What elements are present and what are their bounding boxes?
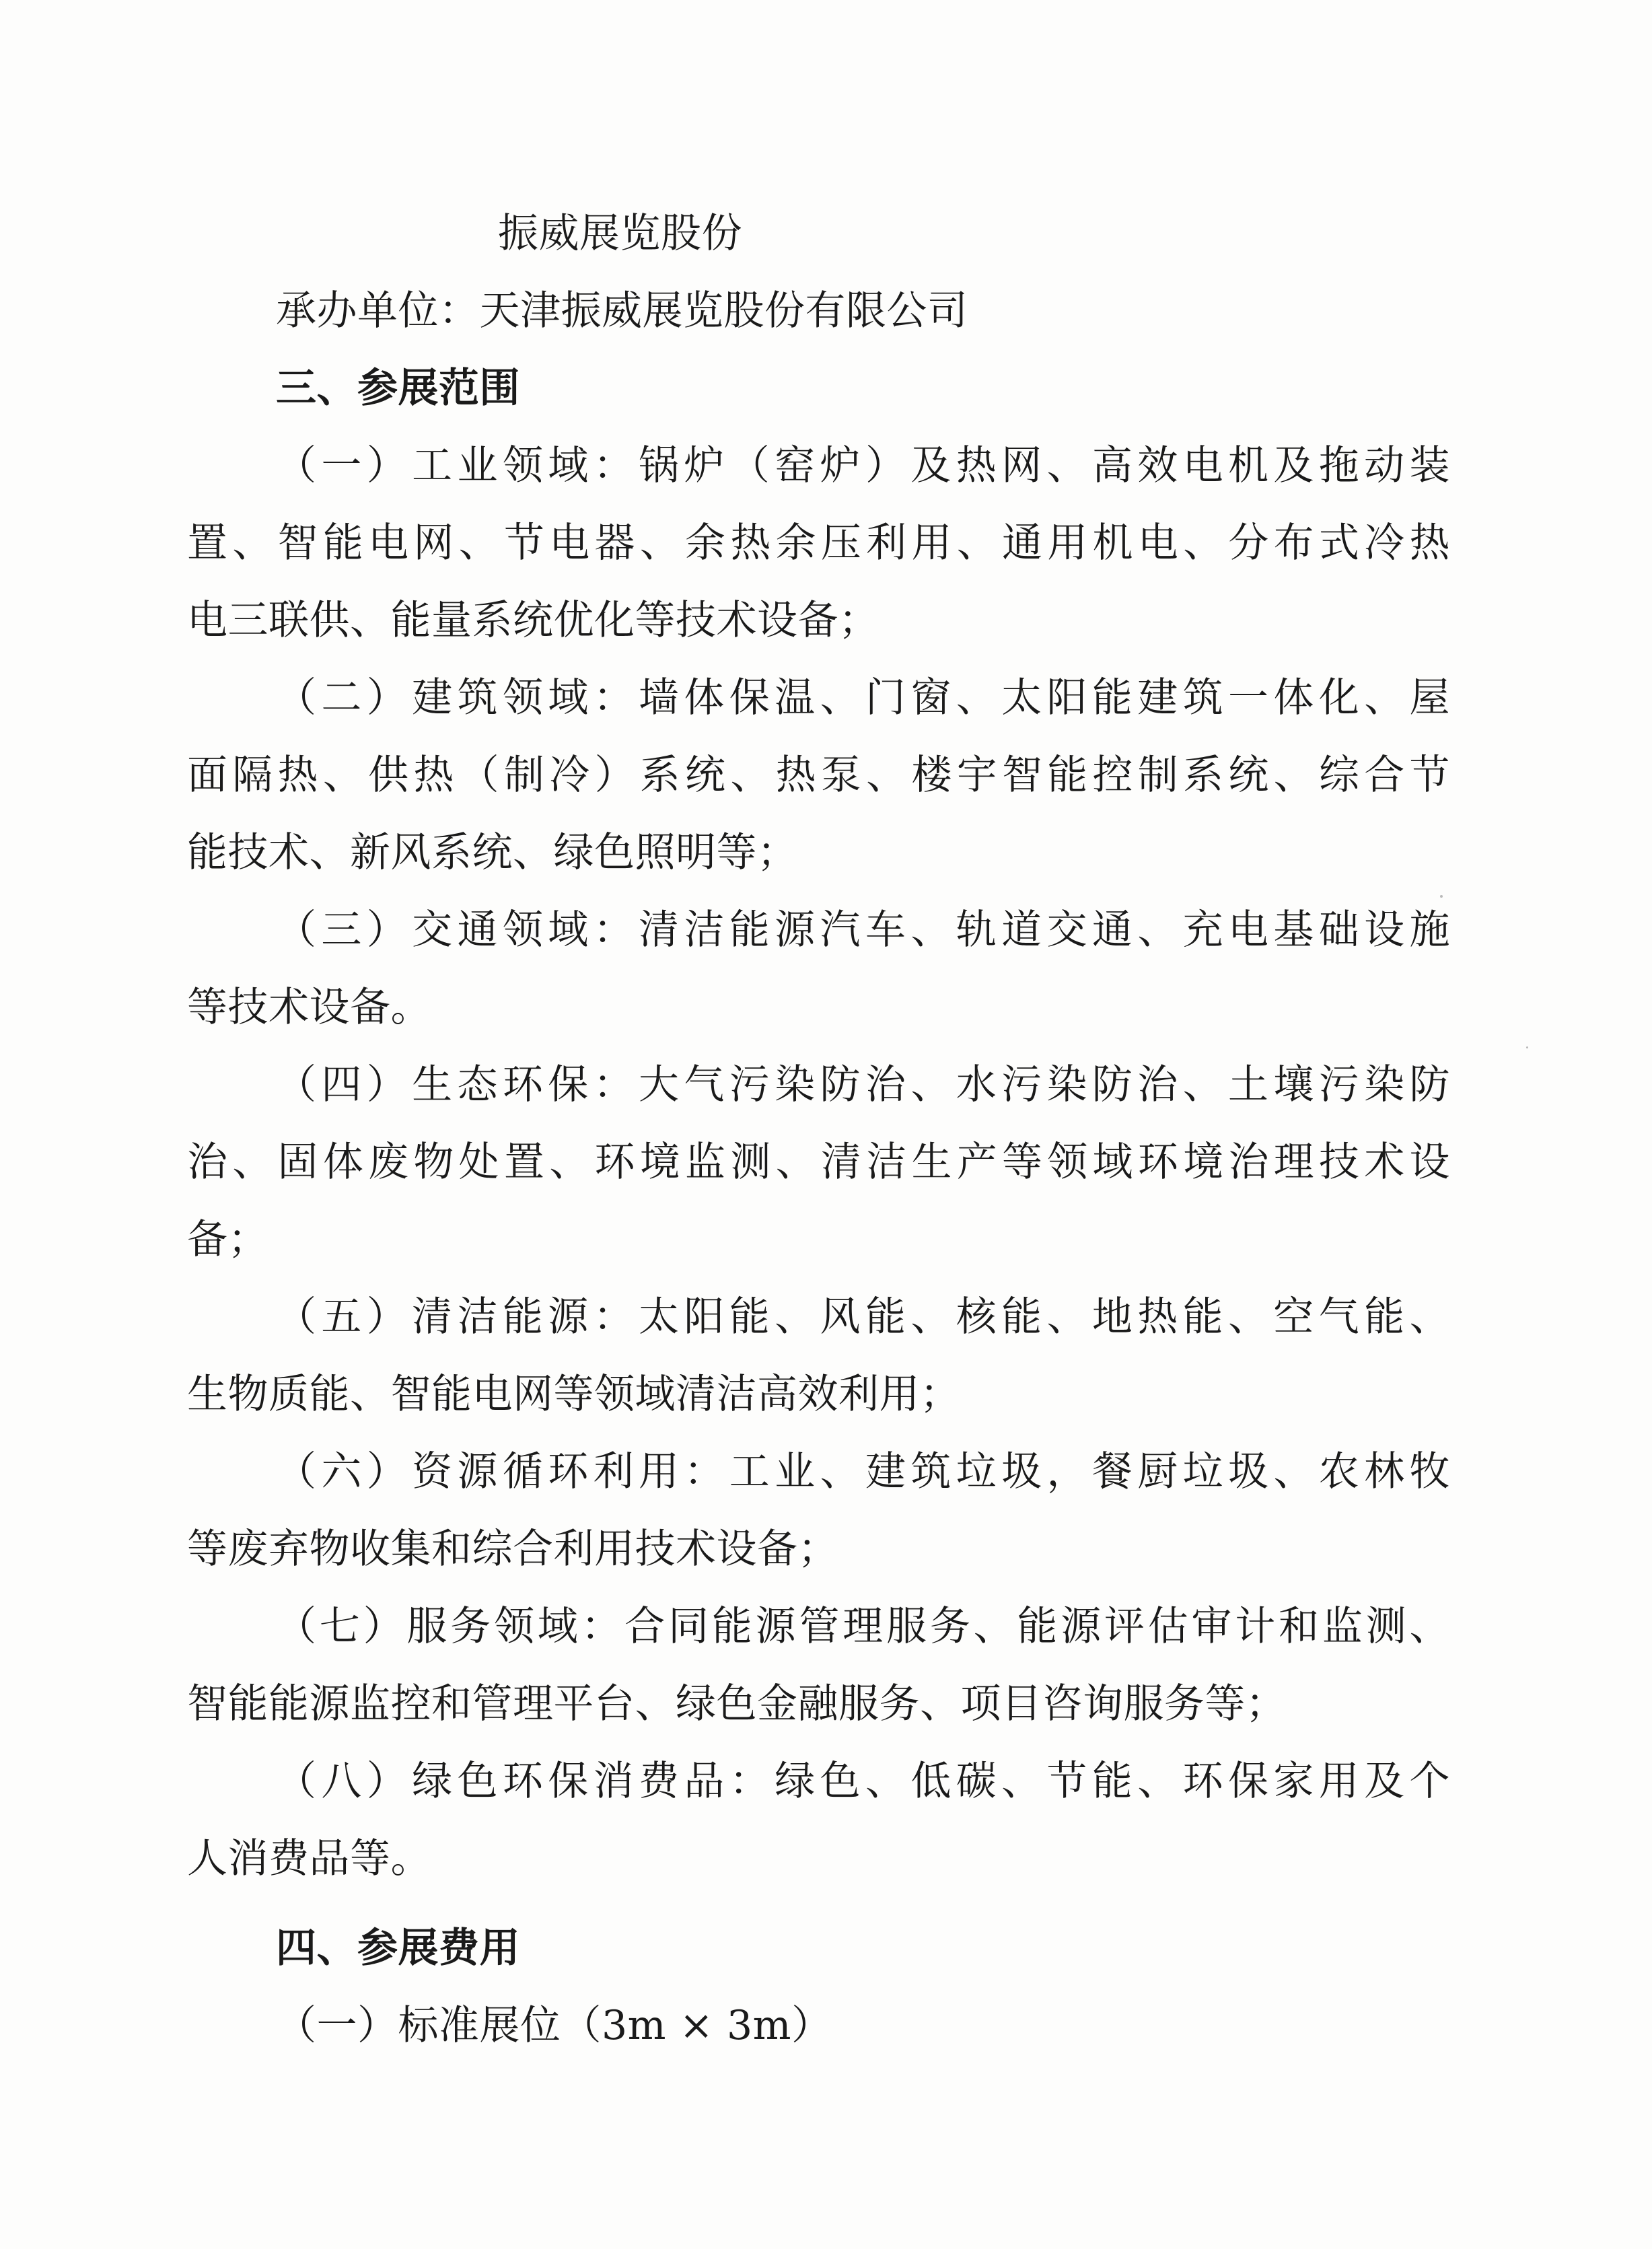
paragraph-line: 人消费品等。 (187, 1835, 431, 1882)
paragraph-line: （一）标准展位（3m × 3m） (276, 2002, 832, 2049)
scan-speck (1440, 895, 1443, 898)
paragraph-line: 置、智能电网、节电器、余热余压利用、通用机电、分布式冷热 (187, 520, 1450, 567)
paragraph-line: 能技术、新风系统、绿色照明等； (187, 829, 798, 876)
paragraph-line: （五）清洁能源：太阳能、风能、核能、地热能、空气能、 (276, 1293, 1450, 1341)
paragraph-line: 等技术设备。 (187, 984, 431, 1031)
paragraph-line: （六）资源循环利用：工业、建筑垃圾，餐厨垃圾、农林牧 (276, 1448, 1450, 1495)
paragraph-line: （七）服务领域：合同能源管理服务、能源评估审计和监测、 (276, 1603, 1450, 1650)
paragraph-line: （二）建筑领域：墙体保温、门窗、太阳能建筑一体化、屋 (276, 674, 1450, 721)
paragraph-line: （四）生态环保：大气污染防治、水污染防治、土壤污染防 (276, 1061, 1450, 1108)
paragraph-line: （八）绿色环保消费品：绿色、低碳、节能、环保家用及个 (276, 1758, 1450, 1805)
section-heading-fees: 四、参展费用 (276, 1925, 520, 1972)
section-heading-scope: 三、参展范围 (276, 365, 520, 412)
paragraph-line: 等废弃物收集和综合利用技术设备； (187, 1526, 838, 1573)
paragraph-line: （三）交通领域：清洁能源汽车、轨道交通、充电基础设施 (276, 906, 1450, 954)
paragraph-line: 面隔热、供热（制冷）系统、热泵、楼宇智能控制系统、综合节 (187, 752, 1450, 799)
paragraph-line: 治、固体废物处置、环境监测、清洁生产等领域环境治理技术设 (187, 1139, 1450, 1186)
paragraph-line: 生物质能、智能电网等领域清洁高效利用； (187, 1371, 961, 1418)
paragraph-line: 智能能源监控和管理平台、绿色金融服务、项目咨询服务等； (187, 1680, 1287, 1727)
paragraph-line: （一）工业领域：锅炉（窑炉）及热网、高效电机及拖动装 (276, 442, 1450, 489)
paragraph-line: 备； (187, 1216, 268, 1263)
organizer-line: 承办单位：天津振威展览股份有限公司 (276, 287, 968, 334)
org-name-line: 振威展览股份 (498, 210, 742, 257)
scan-speck (1526, 1046, 1528, 1048)
paragraph-line: 电三联供、能量系统优化等技术设备； (187, 597, 879, 644)
